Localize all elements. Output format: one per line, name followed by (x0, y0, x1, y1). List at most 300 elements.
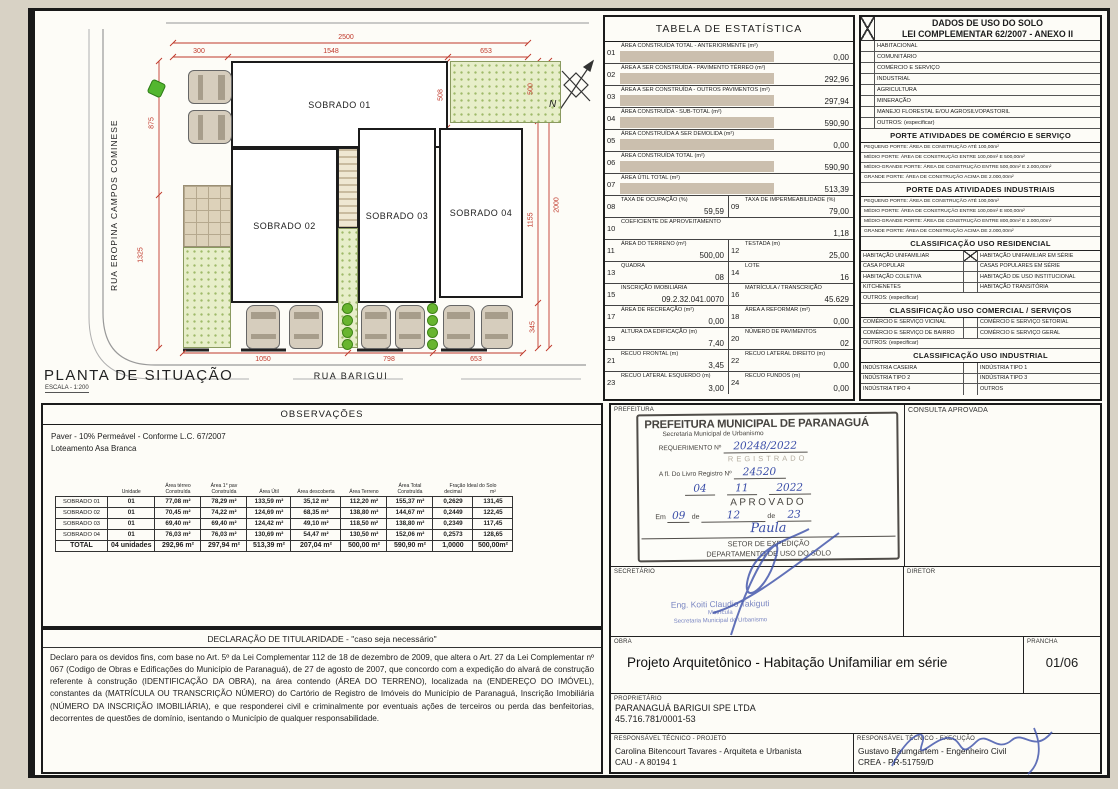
class-checkbox[interactable] (964, 262, 978, 272)
stat-row-19-20 (605, 328, 853, 350)
stat-value: 25,00 (828, 251, 849, 260)
prancha-cell (1024, 637, 1100, 693)
stat-value: 513,39 (824, 185, 849, 194)
checkbox-habitacional[interactable] (861, 17, 875, 40)
class-cell: HABITAÇÃO UNIFAMILIAR EM SÉRIE (980, 252, 1074, 259)
stat-row-03 (605, 86, 853, 108)
responsavel-execucao-registro: CREA - PR-51759/D (858, 757, 934, 767)
building-label: SOBRADO 03 (365, 210, 429, 221)
category-row (861, 85, 1100, 96)
table-row: SOBRADO 03 01 69,40 m² 69,40 m² 124,42 m² 49,10 m² 118,50 m² 138,80 m² 0,2349 117,45 (56, 518, 513, 529)
registrado-faint-stamp: REGISTRADO (727, 453, 808, 464)
category-label: AGRICULTURA (877, 87, 917, 93)
category-checkbox[interactable] (861, 107, 875, 117)
dim-bottom-1: 1050 (255, 356, 271, 363)
category-label: OUTROS: (especificar) (877, 120, 935, 126)
dim-bottom-2: 798 (383, 356, 395, 363)
de-label: de (767, 512, 776, 521)
stat-label: RECUO FRONTAL (m) (621, 351, 679, 357)
stat-label: INSCRIÇÃO IMOBILIÁRIA (621, 285, 688, 291)
stat-label: LOTE (745, 263, 760, 269)
dim-inner: 508 (437, 89, 445, 101)
street-name-left: RUA EROPINA CAMPOS COMINESE (109, 119, 119, 291)
category-row (861, 107, 1100, 118)
stat-num: 17 (607, 312, 616, 321)
stat-row-21-22 (605, 350, 853, 372)
class-cell: KITCHENETES (861, 283, 964, 293)
expedicao-signature: Paula (750, 520, 787, 537)
stat-shade (620, 51, 774, 62)
setor-label: SETOR DE EXPEDIÇÃO (727, 538, 810, 549)
stat-label: ÁREA A SER CONSTRUÍDA - PAVIMENTO TÉRREO (m²) (621, 65, 766, 71)
consulta-label: CONSULTA APROVADA (908, 407, 989, 414)
col-header: Área Útil (259, 489, 279, 496)
stat-label: RECUO LATERAL ESQUERDO (m) (621, 373, 711, 379)
comercial-pair (861, 318, 1100, 329)
porte-row: MÉDIO-GRANDE PORTE: ÁREA DE CONSTRUÇÃO ENTRE 500,00m² E 2.000,00m² (861, 163, 1100, 173)
date-line (685, 481, 891, 496)
stat-label: TAXA DE OCUPAÇÃO (%) (621, 197, 688, 203)
stat-value: 0,00 (833, 53, 849, 62)
residencial-pair (861, 283, 1100, 294)
category-checkbox[interactable] (861, 96, 875, 106)
stat-row-07 (605, 174, 853, 196)
class-cell: INDÚSTRIA TIPO 1 (980, 364, 1028, 371)
class-checkbox[interactable] (964, 283, 978, 293)
building-label: SOBRADO 04 (449, 208, 513, 218)
porte-row: PEQUENO PORTE: ÁREA DE CONSTRUÇÃO ATÉ 100,00m² (861, 197, 1100, 207)
consulta-aprovada-cell (904, 405, 1100, 566)
stat-num: 12 (731, 246, 740, 255)
category-checkbox[interactable] (861, 41, 875, 51)
date-month-handwritten: 11 (727, 482, 757, 495)
porte-row: MÉDIO PORTE: ÁREA DE CONSTRUÇÃO ENTRE 100,00m² E 500,00m² (861, 153, 1100, 163)
dim-top-total: 2500 (338, 34, 354, 41)
residencial-pair (861, 251, 1100, 262)
class-cell: COMÉRCIO E SERVIÇO GERAL (980, 329, 1061, 336)
stat-row-05 (605, 130, 853, 152)
check-x-icon (964, 251, 977, 261)
car-icon (361, 305, 391, 349)
category-checkbox[interactable] (861, 118, 875, 128)
stat-num: 03 (607, 92, 616, 101)
responsavel-projeto-registro: CAU - A 80194 1 (615, 757, 677, 767)
stat-row-15-16 (605, 284, 853, 306)
stat-label: ÁREA ÚTIL TOTAL (m²) (621, 175, 680, 181)
approval-stamp-area (611, 405, 904, 566)
class-cell: HABITAÇÃO COLETIVA (861, 272, 964, 282)
category-label: COMÉRCIO E SERVIÇO (877, 65, 940, 71)
proprietario-name: PARANAGUÁ BARIGUI SPE LTDA (615, 703, 756, 713)
category-label: MANEJO FLORESTAL E/OU AGROSILVOPASTORIL (877, 109, 1011, 115)
drawing-sheet (28, 8, 1110, 778)
prancha-label: PRANCHA (1027, 639, 1058, 645)
hedge-icon (342, 303, 353, 350)
class-cell: HABITAÇÃO DE USO INSTITUCIONAL (980, 273, 1076, 280)
stat-num: 24 (731, 378, 740, 387)
requerimento-label: REQUERIMENTO Nº (658, 444, 722, 453)
dim-top-2: 1548 (323, 48, 339, 55)
stat-value: 45.629 (824, 295, 849, 304)
car-icon (188, 110, 232, 144)
stat-num: 08 (607, 202, 616, 211)
dim-right-1: 500 (527, 83, 535, 95)
land-use-title-row (861, 17, 1100, 41)
municipal-stamp (636, 412, 900, 563)
stat-num: 19 (607, 334, 616, 343)
table-row-total: TOTAL 04 unidades 292,96 m² 297,94 m² 513,39 m² 207,04 m² 500,00 m² 590,90 m² 1,0000 500,00m² (56, 540, 513, 551)
lawn-area-top (450, 61, 561, 123)
stat-label: TAXA DE IMPERMEABILIDADE (%) (745, 197, 836, 203)
plan-title: PLANTA DE SITUAÇÃO (44, 367, 234, 384)
residencial-header: CLASSIFICAÇÃO USO RESIDENCIAL (861, 237, 1100, 251)
stat-num: 13 (607, 268, 616, 277)
stat-num: 07 (607, 180, 616, 189)
dim-left-1: 875 (148, 117, 156, 129)
col-header: Área descoberta (297, 489, 335, 496)
secretario-stamp-text (671, 598, 770, 626)
building-sobrado-03 (358, 128, 436, 303)
stat-num: 21 (607, 356, 616, 365)
stat-shade (620, 183, 774, 194)
stat-value: 292,96 (824, 75, 849, 84)
stat-value: 500,00 (699, 251, 724, 260)
stamp-title: PREFEITURA MUNICIPAL DE PARANAGUÁ (644, 416, 869, 432)
building-sobrado-02 (231, 148, 338, 303)
stat-num: 23 (607, 378, 616, 387)
lawn-area-left (183, 247, 231, 348)
stat-label: ÁREA CONSTRUÍDA TOTAL (m²) (621, 153, 705, 159)
stat-num: 20 (731, 334, 740, 343)
requerimento-value-handwritten: 20248/2022 (723, 440, 807, 454)
stat-row-10 (605, 218, 853, 240)
proprietario-row (611, 694, 1100, 734)
class-cell: COMÉRCIO E SERVIÇO VICINAL (861, 318, 964, 328)
stat-label: ÁREA CONSTRUÍDA - SUB-TOTAL (m²) (621, 109, 722, 115)
dim-right-3: 345 (529, 321, 537, 333)
stat-value: 0,00 (833, 317, 849, 326)
dim-right-total: 2000 (553, 197, 561, 213)
class-cell: INDÚSTRIA TIPO 2 (861, 374, 964, 384)
stat-shade (620, 95, 774, 106)
stat-value: 0,00 (833, 384, 849, 393)
stat-num: 04 (607, 114, 616, 123)
category-row (861, 63, 1100, 74)
observations-title: OBSERVAÇÕES (43, 405, 601, 425)
class-checkbox[interactable] (964, 363, 978, 373)
approved-year-handwritten: 23 (777, 509, 811, 522)
stat-value: 297,94 (824, 97, 849, 106)
car-icon (443, 305, 475, 349)
category-row (861, 118, 1100, 129)
land-use-title (875, 17, 1100, 40)
north-label: N (549, 99, 557, 110)
stat-label: MATRÍCULA / TRANSCRIÇÃO (745, 285, 822, 291)
stat-num: 02 (607, 70, 616, 79)
stat-label: NÚMERO DE PAVIMENTOS (745, 329, 817, 335)
livro-label: A fl. Do Livro Registro Nº (658, 470, 732, 479)
stat-value: 0,00 (833, 361, 849, 370)
responsavel-execucao-cell (854, 734, 1100, 772)
class-checkbox[interactable] (964, 384, 978, 395)
responsaveis-row (611, 734, 1100, 772)
stat-label: ÁREA CONSTRUÍDA TOTAL - ANTERIORMENTE (m²) (621, 43, 758, 49)
stat-row-06 (605, 152, 853, 174)
building-label: SOBRADO 02 (253, 220, 316, 231)
site-plan (41, 15, 603, 401)
dim-top-1: 300 (193, 48, 205, 55)
stat-label: ÁREA A REFORMAR (m²) (745, 307, 810, 313)
date-day-handwritten: 04 (685, 483, 715, 496)
industrial-pair (861, 363, 1100, 374)
class-cell: COMÉRCIO E SERVIÇO SETORIAL (980, 319, 1069, 326)
stat-label: ÁREA CONSTRUÍDA A SER DEMOLIDA (m²) (621, 131, 735, 137)
porte-row: GRANDE PORTE: ÁREA DE CONSTRUÇÃO ACIMA DE 2.000,00m² (861, 173, 1100, 183)
declaration-title: DECLARAÇÃO DE TITULARIDADE - "caso seja necessário" (43, 630, 601, 648)
class-cell: CASA POPULAR (861, 262, 964, 272)
col-subheader: decimal (444, 489, 462, 496)
stat-value: 590,90 (824, 163, 849, 172)
class-checkbox[interactable] (964, 328, 978, 338)
car-icon (481, 305, 513, 349)
street-name-bottom: RUA BARIGUI (313, 371, 389, 381)
officials-row (611, 567, 1100, 637)
class-cell: COMÉRCIO E SERVIÇO DE BAIRRO (861, 328, 964, 338)
stat-label: QUADRA (621, 263, 645, 269)
stat-num: 16 (731, 290, 740, 299)
car-icon (395, 305, 425, 349)
stat-label: ALTURA DA EDIFICAÇÃO (m) (621, 329, 698, 335)
stamp-subtitle: Secretaria Municipal de Urbanismo (662, 430, 764, 439)
col-header: Unidade (121, 489, 141, 496)
table-row: SOBRADO 02 01 70,45 m² 74,22 m² 124,69 m² 68,35 m² 138,80 m² 144,67 m² 0,2449 122,45 (56, 507, 513, 518)
stat-value: 09.2.32.041.0070 (661, 295, 724, 304)
approved-month-handwritten: 12 (701, 509, 765, 523)
date-year-handwritten: 2022 (769, 482, 811, 495)
porte-row: MÉDIO-GRANDE PORTE: ÁREA DE CONSTRUÇÃO ENTRE 800,00m² E 2.000,00m² (861, 217, 1100, 227)
class-cell: INDÚSTRIA TIPO 4 (861, 384, 964, 395)
diretor-cell (904, 567, 1100, 636)
responsavel-projeto-cell (611, 734, 854, 772)
proprietario-label: PROPRIETÁRIO (614, 696, 662, 702)
residencial-pair (861, 262, 1100, 273)
hedge-icon (427, 303, 438, 350)
category-checkbox[interactable] (861, 52, 875, 62)
stat-row-13-14 (605, 262, 853, 284)
responsavel-projeto-label: RESPONSÁVEL TÉCNICO - PROJETO (614, 736, 727, 742)
stat-row-02 (605, 64, 853, 86)
stat-num: 18 (731, 312, 740, 321)
stat-num: 01 (607, 48, 616, 57)
category-label: MINERAÇÃO (877, 98, 911, 104)
class-cell: HABITAÇÃO TRANSITÓRIA (980, 284, 1049, 291)
col-header (56, 483, 108, 496)
stat-value: 59,59 (703, 207, 724, 216)
category-checkbox[interactable] (861, 85, 875, 95)
stat-num: 11 (607, 246, 615, 255)
diretor-label: DIRETOR (907, 569, 936, 575)
class-checkbox[interactable] (964, 272, 978, 282)
category-label: HABITACIONAL (877, 43, 918, 49)
responsavel-execucao-name: Gustavo Baumgartem - Engenheiro Civil (858, 746, 1007, 756)
stat-value: 0,00 (833, 141, 849, 150)
col-header-fracao: Fração Ideal do Solo (449, 483, 497, 489)
title-block (609, 403, 1102, 774)
responsavel-projeto-name: Carolina Bitencourt Tavares - Arquiteta e Urbanista (615, 746, 802, 756)
car-icon (246, 305, 280, 349)
stat-row-17-18 (605, 306, 853, 328)
land-use-panel (859, 15, 1102, 401)
class-cell: HABITAÇÃO UNIFAMILIAR (861, 251, 964, 261)
proprietario-cnpj: 45.716.781/0001-53 (615, 714, 696, 724)
industrial-header: CLASSIFICAÇÃO USO INDUSTRIAL (861, 349, 1100, 363)
secretario-name: Eng. Koiti Claudio Takiguti (670, 598, 770, 610)
em-label: Em (655, 514, 666, 522)
stat-value: 1,18 (833, 229, 849, 238)
aprovado-label: APROVADO (730, 496, 807, 509)
de-label: de (691, 513, 700, 521)
car-icon (188, 70, 232, 104)
category-row (861, 96, 1100, 107)
col-header: Área Total Construída (397, 483, 423, 496)
category-checkbox[interactable] (861, 63, 875, 73)
observations-panel (41, 403, 603, 628)
comercial-header: CLASSIFICAÇÃO USO COMERCIAL / SERVIÇOS (861, 304, 1100, 318)
stat-label: RECUO LATERAL DIREITO (m) (745, 351, 826, 357)
stat-value: 7,40 (708, 339, 724, 348)
observation-note: Loteamento Asa Branca (51, 444, 137, 453)
dim-bottom-3: 653 (470, 356, 482, 363)
building-sobrado-04 (439, 128, 523, 298)
class-cell: INDÚSTRIA CASEIRA (861, 363, 964, 373)
secretario-dept: Secretaria Municipal de Urbanismo (673, 617, 768, 625)
dim-left-2: 1325 (137, 247, 145, 263)
stat-value: 590,90 (824, 119, 849, 128)
stat-label: TESTADA (m) (745, 241, 781, 247)
stat-row-01 (605, 42, 853, 64)
requerimento-line (659, 439, 891, 454)
class-cell: CASAS POPULARES EM SÉRIE (980, 263, 1060, 270)
stat-row-08-09 (605, 196, 853, 218)
porte-row: PEQUENO PORTE: ÁREA DE CONSTRUÇÃO ATÉ 100,00m² (861, 143, 1100, 153)
comercial-outros: OUTROS: (especificar) (861, 339, 1100, 350)
col-header: Área térreo Construída (165, 483, 191, 496)
stat-label: ÁREA DO TERRENO (m²) (621, 241, 687, 247)
statistics-table (603, 15, 855, 401)
porte-row: GRANDE PORTE: ÁREA DE CONSTRUÇÃO ACIMA DE 2.000,00m² (861, 227, 1100, 237)
approved-day-handwritten: 09 (668, 510, 690, 523)
porte-comercio-header: PORTE ATIVIDADES DE COMÉRCIO E SERVIÇO (861, 129, 1100, 143)
col-header: Área 1° pav Construída (210, 483, 238, 496)
check-x-icon (861, 17, 874, 40)
prancha-value: 01/06 (1045, 655, 1079, 670)
obra-value: Projeto Arquitetônico - Habitação Unifamiliar em série (627, 655, 948, 670)
secretario-cell (611, 567, 904, 636)
obra-label: OBRA (614, 639, 632, 645)
stat-value: 79,00 (828, 207, 849, 216)
stat-row-11-12 (605, 240, 853, 262)
category-row (861, 41, 1100, 52)
col-header: Área Terreno (349, 489, 379, 496)
dim-right-2: 1155 (527, 212, 535, 228)
stat-shade (620, 73, 774, 84)
stat-label: ÁREA DE RECREAÇÃO (m²) (621, 307, 695, 313)
category-checkbox[interactable] (861, 74, 875, 84)
residencial-outros: OUTROS: (especificar) (861, 293, 1100, 304)
stat-num: 15 (607, 290, 616, 299)
livro-line (659, 465, 891, 480)
approval-row (611, 405, 1100, 567)
secretario-matricula: Matrícula (707, 609, 733, 617)
obra-cell (611, 637, 1024, 693)
porte-row: MÉDIO PORTE: ÁREA DE CONSTRUÇÃO ENTRE 100,00m² E 800,00m² (861, 207, 1100, 217)
obra-row (611, 637, 1100, 694)
prefeitura-label: PREFEITURA (614, 407, 655, 413)
car-icon (289, 305, 323, 349)
col-subheader: m² (489, 489, 496, 496)
table-row: SOBRADO 04 01 76,03 m² 76,03 m² 130,69 m² 54,47 m² 130,50 m² 152,06 m² 0,2573 128,65 (56, 529, 513, 540)
stat-value: 02 (840, 339, 849, 348)
declaration-panel (41, 628, 603, 774)
stat-label: ÁREA A SER CONSTRUÍDA - OUTROS PAVIMENTOS (m²) (621, 87, 770, 93)
areas-table (55, 483, 513, 552)
stat-value: 16 (840, 273, 849, 282)
responsavel-execucao-label: RESPONSÁVEL TÉCNICO - EXECUÇÃO (857, 736, 976, 742)
residencial-pair (861, 272, 1100, 283)
checkbox-unifamiliar-serie[interactable] (964, 251, 978, 261)
stat-num: 22 (731, 356, 740, 365)
stat-num: 10 (607, 224, 616, 233)
stat-label: RECUO FUNDOS (m) (745, 373, 801, 379)
stat-row-04 (605, 108, 853, 130)
livro-value-handwritten: 24520 (733, 466, 785, 480)
stat-shade (620, 161, 774, 172)
observation-note: Paver - 10% Permeável - Conforme L.C. 67/2007 (51, 432, 226, 441)
stat-shade (620, 139, 774, 150)
category-label: COMUNITÁRIO (877, 54, 917, 60)
dim-top-3: 653 (480, 48, 492, 55)
class-cell: INDÚSTRIA TIPO 3 (980, 375, 1028, 382)
stat-num: 05 (607, 136, 616, 145)
category-label: INDUSTRIAL (877, 76, 911, 82)
comercial-pair (861, 328, 1100, 339)
stat-value: 3,45 (708, 361, 724, 370)
statistics-title: TABELA DE ESTATÍSTICA (605, 17, 853, 42)
stat-value: 08 (715, 273, 724, 282)
stat-num: 06 (607, 158, 616, 167)
industrial-pair (861, 374, 1100, 385)
stat-value: 0,00 (708, 317, 724, 326)
declaration-body: Declaro para os devidos fins, com base no Art. 5º da Lei Complementar 112 de 18 de dezembro de 2009, que altera o Art. 27 da Lei Complementar nº 067 (Codigo de Obras e Edificações do Município de Paranaguá), de 27 de agosto de 2007, que concordo com a expedição do alvará de construção referente à construção (IDENTIFICAÇÃO DA OBRA), na área contendo (ÁREA DO TERRENO), localizada na (ENDEREÇO DO IMÓVEL), constantes da (MATRÍCULA OU TRANSCRIÇÃO NÚMERO) do Cartório de Registro de Imóveis do Município de Paranaguá, Inscrição Imobiliária (NÚMERO DA INSCRIÇÃO IMOBILIÁRIA), e que responderei civil e criminalmente por eventuais ações de terceiros ou perda das benfeitorias, decorrentes de questões de domínio, isentando o Município de qualquer responsabilidade. (50, 653, 594, 723)
industrial-pair (861, 384, 1100, 395)
class-cell: OUTROS (980, 386, 1004, 393)
stat-num: 09 (731, 202, 740, 211)
class-checkbox[interactable] (964, 374, 978, 384)
stat-num: 14 (731, 268, 740, 277)
porte-industrial-header: PORTE DAS ATIVIDADES INDUSTRIAIS (861, 183, 1100, 197)
departamento-label: DEPARTAMENTO DE USO DO SOLO (706, 548, 832, 559)
stat-shade (620, 117, 774, 128)
class-checkbox[interactable] (964, 318, 978, 328)
stat-value: 3,00 (708, 384, 724, 393)
stair-strip (338, 148, 358, 228)
category-row (861, 74, 1100, 85)
secretario-label: SECRETÁRIO (614, 569, 656, 575)
table-row: SOBRADO 01 01 77,08 m² 78,29 m² 133,59 m² 35,12 m² 112,20 m² 155,37 m² 0,2629 131,45 (56, 496, 513, 507)
stat-row-23-24 (605, 372, 853, 394)
land-use-title-line2: LEI COMPLEMENTAR 62/2007 - ANEXO II (901, 28, 1074, 39)
category-row (861, 52, 1100, 63)
